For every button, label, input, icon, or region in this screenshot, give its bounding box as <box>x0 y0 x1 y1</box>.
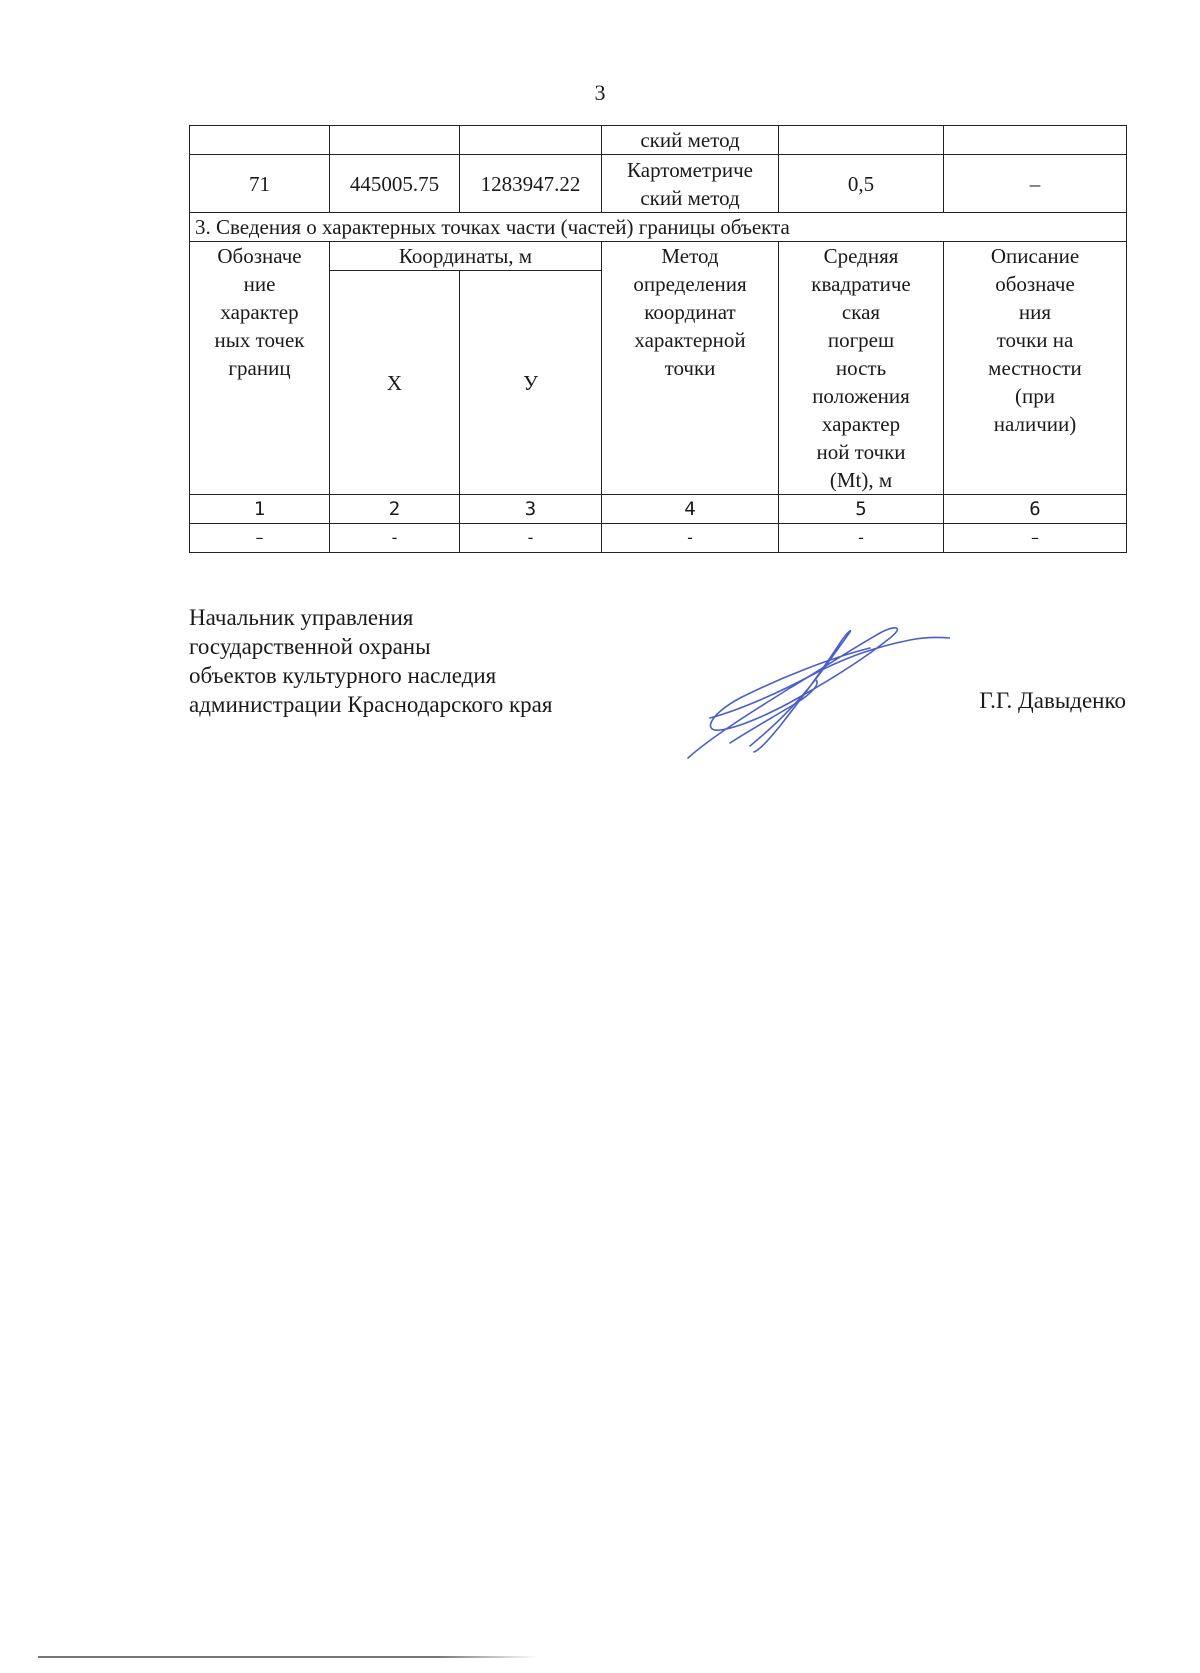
header-designation: Обозначе ние характер ных точек границ <box>190 242 330 495</box>
signatory-position: Начальник управления государственной охраны объектов культурного наследия администрации Краснодарского края <box>189 605 553 717</box>
cell <box>944 126 1127 155</box>
column-number: 6 <box>944 495 1127 524</box>
table-column-numbers <box>190 495 1127 524</box>
header-y: У <box>460 271 602 495</box>
cell-x: 445005.75 <box>330 155 460 213</box>
cell-empty: – <box>190 524 330 553</box>
page-number: 3 <box>594 80 606 105</box>
cell <box>460 126 602 155</box>
cell <box>330 126 460 155</box>
cell-y: 1283947.22 <box>460 155 602 213</box>
handwritten-signature <box>680 618 950 768</box>
cell-empty: - <box>602 524 779 553</box>
header-x: X <box>330 271 460 495</box>
column-number: 3 <box>460 495 602 524</box>
header-coordinates: Координаты, м <box>330 242 602 271</box>
cell-empty: – <box>944 524 1127 553</box>
cell-empty: - <box>779 524 944 553</box>
header-description: Описание обозначе ния точки на местности (при наличии) <box>944 242 1127 495</box>
boundary-points-table <box>189 125 1127 553</box>
table-row-empty <box>190 524 1127 553</box>
column-number: 5 <box>779 495 944 524</box>
cell-method: ский метод <box>602 126 779 155</box>
cell <box>190 126 330 155</box>
column-number: 2 <box>330 495 460 524</box>
cell-point-number: 71 <box>190 155 330 213</box>
column-number: 4 <box>602 495 779 524</box>
section-3-title: 3. Сведения о характерных точках части (частей) границы объекта <box>190 213 1127 242</box>
cell <box>779 126 944 155</box>
cell-empty: - <box>460 524 602 553</box>
column-number: 1 <box>190 495 330 524</box>
table-row-point-71 <box>190 155 1127 213</box>
header-accuracy: Средняя квадратиче ская погреш ность положения характер ной точки (Mt), м <box>779 242 944 495</box>
table-header-row <box>190 242 1127 271</box>
cell-accuracy: 0,5 <box>779 155 944 213</box>
cell-description: – <box>944 155 1127 213</box>
header-method: Метод определения координат характерной точки <box>602 242 779 495</box>
cell-empty: - <box>330 524 460 553</box>
signatory-name: Г.Г. Давыденко <box>979 688 1126 713</box>
cell-method: Картометриче ский метод <box>602 155 779 213</box>
bottom-divider <box>38 1656 538 1658</box>
table-row-continuation <box>190 126 1127 155</box>
table-section-header <box>190 213 1127 242</box>
